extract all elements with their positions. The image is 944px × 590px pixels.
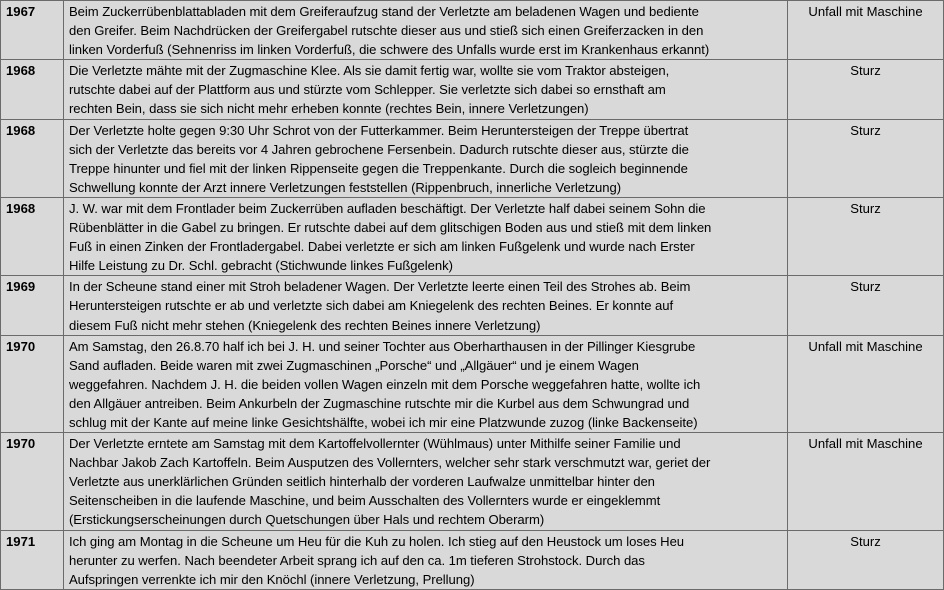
description-line: diesem Fuß nicht mehr stehen (Kniegelenk des rechten Beines innere Verletzung) (69, 317, 541, 333)
description-cell (64, 335, 788, 432)
description-cell (64, 530, 788, 589)
category-cell: Sturz (788, 276, 944, 335)
description-line: Beim Zuckerrübenblattabladen mit dem Greiferaufzug stand der Verletzte am beladenen Wagen und bediente (69, 4, 699, 19)
description-line: linken Vorderfuß (Sehnenriss im linken Vorderfuß, die schwere des Unfalls wurde erst im Krankenhaus erkannt) (69, 42, 710, 58)
description-line: rutschte dabei auf der Plattform aus und stürzte vom Schlepper. Sie verletzte sich dabei so ernsthaft am (69, 82, 666, 98)
description-line: J. W. war mit dem Frontlader beim Zuckerrüben aufladen beschäftigt. Der Verletzte half dabei seinem Sohn die (69, 200, 706, 216)
table-row (1, 433, 944, 530)
table-row (1, 335, 944, 432)
description-line: Schwellung konnte der Arzt innere Verletzungen feststellen (Rippenbruch, innerliche Verletzung) (69, 179, 622, 195)
description-line: den Allgäuer antreiben. Beim Ankurbeln der Zugmaschine rutschte mir die Kurbel aus dem Schwungrad und (69, 395, 690, 411)
description-line: sich der Verletzte das bereits vor 4 Jahren gebrochene Fersenbein. Dadurch rutschte dieser aus, stürzte die (69, 141, 689, 157)
description-line: Ich ging am Montag in die Scheune um Heu für die Kuh zu holen. Ich stieg auf den Heustock um loses Heu (69, 533, 685, 549)
description-line: Hilfe Leistung zu Dr. Schl. gebracht (Stichwunde linkes Fußgelenk) (69, 258, 453, 274)
description-line: Verletzte aus unerklärlichen Gründen seitlich hinterhalb der vorderen Laufwalze unmittelbar hinter den (69, 474, 655, 490)
description-line: Der Verletzte holte gegen 9:30 Uhr Schrot von der Futterkammer. Beim Heruntersteigen der Treppe übertrat (69, 122, 689, 138)
year-cell: 1968 (1, 60, 64, 119)
description-line: den Greifer. Beim Nachdrücken der Greifergabel rutschte dieser aus und stieß sich einen Greiferzacken in den (69, 23, 704, 39)
description-line: Sand aufladen. Beide waren mit zwei Zugmaschinen „Porsche“ und „Allgäuer“ und je einem Wagen (69, 357, 639, 373)
year-cell: 1968 (1, 197, 64, 275)
description-line: Am Samstag, den 26.8.70 half ich bei J. H. und seiner Tochter aus Oberharthausen in der Pillinger Kiesgrube (69, 338, 696, 354)
description-line: In der Scheune stand einer mit Stroh beladener Wagen. Der Verletzte leerte einen Teil des Strohes ab. Beim (69, 279, 691, 295)
year-cell: 1969 (1, 276, 64, 335)
description-line: schlug mit der Kante auf meine linke Gesichtshälfte, wobei ich mir eine Platzwunde zuzog (linke Backenseite) (69, 414, 698, 430)
description-cell (64, 60, 788, 119)
description-cell (64, 433, 788, 530)
description-line: Treppe hinunter und fiel mit der linken Rippenseite gegen die Treppenkante. Durch die sogleich beginnende (69, 160, 688, 176)
description-line: weggefahren. Nachdem J. H. die beiden vollen Wagen einzeln mit dem Porsche weggefahren hatte, wollte ich (69, 376, 701, 392)
table-row (1, 60, 944, 119)
year-cell: 1968 (1, 119, 64, 197)
category-cell: Unfall mit Maschine (788, 335, 944, 432)
description-cell (64, 119, 788, 197)
description-line: Der Verletzte erntete am Samstag mit dem Kartoffelvollernter (Wühlmaus) unter Mithilfe seiner Familie und (69, 436, 681, 452)
description-line: herunter zu werfen. Nach beendeter Arbeit sprang ich auf den ca. 1m tieferen Strohstock. Durch das (69, 552, 645, 568)
table-row (1, 1, 944, 60)
table-row (1, 276, 944, 335)
year-cell: 1967 (1, 1, 64, 60)
description-line: Nachbar Jakob Zach Kartoffeln. Beim Ausputzen des Vollernters, welcher sehr stark verschmutzt war, geriet der (69, 455, 711, 471)
description-line: Die Verletzte mähte mit der Zugmaschine Klee. Als sie damit fertig war, wollte sie vom Traktor absteigen, (69, 63, 670, 79)
year-cell: 1970 (1, 433, 64, 530)
year-cell: 1970 (1, 335, 64, 432)
description-line: Aufspringen verrenkte ich mir den Knöchl (innere Verletzung, Prellung) (69, 571, 475, 587)
category-cell: Unfall mit Maschine (788, 1, 944, 60)
description-cell (64, 197, 788, 275)
description-line: Heruntersteigen rutschte er ab und verletzte sich dabei am Kniegelenk des rechten Beines. Er konnte auf (69, 298, 674, 314)
records-body (1, 1, 944, 590)
description-line: (Erstickungserscheinungen durch Quetschungen über Hals und rechtem Oberarm) (69, 512, 545, 528)
description-line: Seitenscheiben in die laufende Maschine, und beim Ausschalten des Vollernters wurde er eingeklemmt (69, 493, 661, 509)
description-line: Rübenblätter in die Gabel zu bringen. Er rutschte dabei auf dem glitschigen Boden aus und stieß mit dem linken (69, 220, 712, 236)
category-cell: Unfall mit Maschine (788, 433, 944, 530)
description-cell (64, 276, 788, 335)
category-cell: Sturz (788, 119, 944, 197)
table-row (1, 197, 944, 275)
description-cell (64, 1, 788, 60)
table-row (1, 119, 944, 197)
year-cell: 1971 (1, 530, 64, 589)
category-cell: Sturz (788, 60, 944, 119)
table-row (1, 530, 944, 589)
description-line: rechten Bein, dass sie sich nicht mehr erheben konnte (rechtes Bein, innere Verletzungen) (69, 101, 589, 117)
description-line: Fuß in einen Zinken der Frontladergabel. Dabei verletzte er sich am linken Fußgelenk und wurde nach Erster (69, 239, 695, 255)
category-cell: Sturz (788, 530, 944, 589)
category-cell: Sturz (788, 197, 944, 275)
